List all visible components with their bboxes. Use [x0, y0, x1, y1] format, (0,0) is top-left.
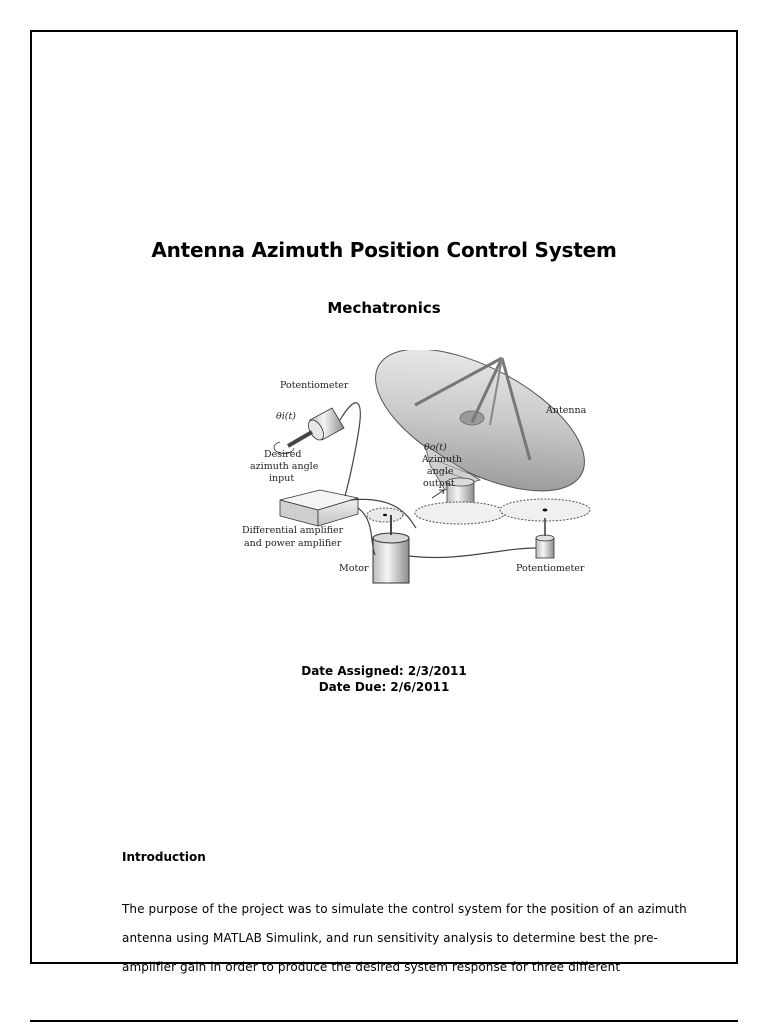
label-potentiometer-bottom: Potentiometer [516, 563, 585, 574]
label-desired-3: input [269, 473, 295, 484]
label-desired-1: Desired [264, 449, 302, 460]
date-assigned: Date Assigned: 2/3/2011 [301, 664, 467, 678]
label-theta-o: θo(t) [424, 442, 447, 453]
introduction-heading: Introduction [122, 850, 206, 864]
label-theta-i: θi(t) [276, 411, 296, 422]
introduction-body [122, 895, 722, 982]
label-azimuth-2: angle [427, 466, 454, 477]
next-page-top-border [30, 1020, 738, 1022]
label-antenna: Antenna [546, 405, 587, 416]
date-due: Date Due: 2/6/2011 [318, 680, 450, 694]
label-diff-amp-1: Differential amplifier [242, 525, 344, 536]
antenna-system-illustration [240, 350, 592, 588]
label-diff-amp-2: and power amplifier [244, 538, 342, 549]
antenna-system-figure [240, 350, 592, 588]
label-potentiometer-top: Potentiometer [280, 380, 349, 391]
date-block [32, 663, 736, 695]
label-azimuth-1: Azimuth [422, 454, 462, 465]
body-line: amplifier gain in order to produce the desired system response for three different [122, 960, 621, 974]
document-subtitle: Mechatronics [327, 299, 441, 317]
label-azimuth-3: output [423, 478, 455, 489]
document-title: Antenna Azimuth Position Control System [151, 238, 617, 262]
document-page [30, 30, 738, 974]
body-line: antenna using MATLAB Simulink, and run sensitivity analysis to determine best the pre- [122, 931, 658, 945]
body-line: The purpose of the project was to simulate the control system for the position of an azimuth [122, 902, 687, 916]
label-motor: Motor [339, 563, 369, 574]
label-desired-2: azimuth angle [250, 461, 319, 472]
